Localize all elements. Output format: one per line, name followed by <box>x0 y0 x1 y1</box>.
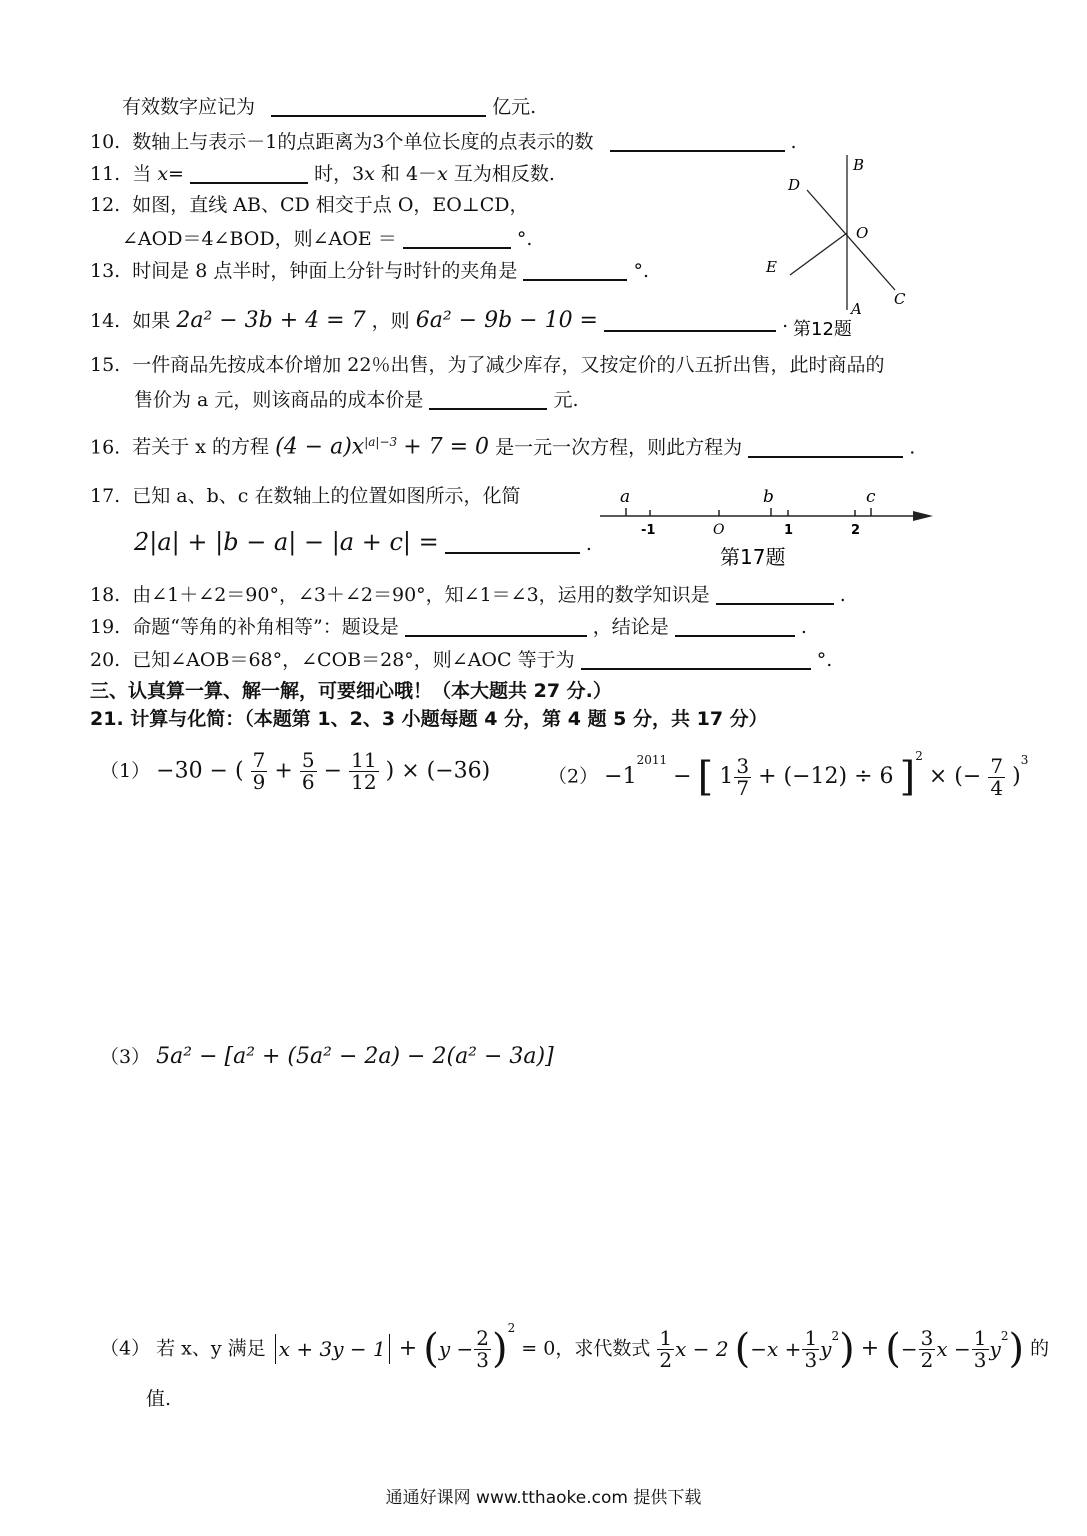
q10-number: 10. <box>90 131 121 153</box>
p4-f4-denominator: 2 <box>920 1347 934 1372</box>
p4-fraction-1 <box>474 1325 491 1372</box>
p1-fraction-1 <box>251 750 268 793</box>
q11-text-d: 和 4－ <box>380 163 438 185</box>
q19-text-a: 命题“等角的补角相等”：题设是 <box>132 616 399 638</box>
p1-expr-a: −30 − ( <box>156 758 244 784</box>
p2-label: （2） <box>548 765 599 788</box>
p4-f2-denominator: 2 <box>659 1347 673 1372</box>
q16-answer-blank[interactable] <box>748 438 903 458</box>
fig12-line-cd <box>807 190 895 290</box>
p1-fraction-3 <box>349 750 378 793</box>
p2-f1-numerator: 3 <box>736 753 750 778</box>
p4-abs-right <box>389 1334 390 1364</box>
q18-end: . <box>839 584 846 606</box>
q13-text: 时间是 8 点半时，钟面上分针与时针的夹角是 <box>132 260 518 282</box>
p2-fraction-1 <box>734 753 751 800</box>
question-17-line1 <box>90 487 520 506</box>
q11-var-x: x <box>364 163 375 185</box>
p2-close-paren: ) <box>1012 764 1021 789</box>
q11-text-f: 互为相反数. <box>453 163 555 185</box>
q14-text-b: ，则 <box>371 310 410 332</box>
p2-right-bracket: ] <box>899 754 916 800</box>
q17-answer-blank[interactable] <box>445 534 580 554</box>
q12-text-2: ∠AOD＝4∠BOD，则∠AOE ＝ <box>122 228 397 250</box>
p2-whole: 1 <box>719 764 734 789</box>
p4-fraction-3 <box>802 1325 819 1372</box>
q10-text: 数轴上与表示－1的点距离为3个单位长度的点表示的数 <box>132 131 594 153</box>
p4-var-y: y <box>820 1337 832 1361</box>
q17-end: . <box>585 533 592 555</box>
problem-4-line2: 值. <box>146 1388 172 1410</box>
p4-expr-k: x − <box>936 1337 971 1361</box>
p1-fraction-2 <box>300 750 317 793</box>
fig12-label-b: B <box>853 156 865 174</box>
p2-fraction-2 <box>988 753 1005 800</box>
question-15-line1 <box>90 356 884 375</box>
fig17-tick-label-2: 2 <box>851 523 861 538</box>
p2-f1-denominator: 7 <box>736 775 750 800</box>
p4-f3-numerator: 1 <box>804 1325 818 1350</box>
p1-expr-b: ) × (−36) <box>385 758 491 784</box>
question-14 <box>90 310 788 332</box>
p4-f3-denominator: 3 <box>804 1347 818 1372</box>
q17-expression: 2|a| + |b − a| − |a + c| = <box>134 528 439 556</box>
p4-f4-numerator: 3 <box>920 1325 934 1350</box>
p1-f2-denominator: 6 <box>301 770 315 794</box>
q11-text-a: 当 <box>132 163 152 185</box>
q16-text-b: 是一元一次方程，则此方程为 <box>495 436 743 459</box>
p4-paren-left-2: ( <box>734 1326 751 1372</box>
q15-number: 15. <box>90 354 121 376</box>
q13-number: 13. <box>90 260 121 282</box>
q14-expression-1: 2a² − 3b + 4 = 7 <box>176 308 366 333</box>
q16-expression-2: + 7 = 0 <box>403 434 490 460</box>
question-20 <box>90 650 832 670</box>
q14-answer-blank[interactable] <box>604 312 776 332</box>
p2-expr-d: + (−12) ÷ 6 <box>758 764 894 789</box>
p1-label: （1） <box>100 760 151 782</box>
fig17-arrow <box>913 511 933 521</box>
p1-f3-numerator: 11 <box>351 748 377 772</box>
p4-neg: − <box>900 1337 918 1361</box>
p4-square-2: 2 <box>831 1329 840 1343</box>
problem-3 <box>100 1046 554 1068</box>
p4-f5-numerator: 1 <box>973 1325 987 1350</box>
fig12-label-c: C <box>894 290 906 308</box>
q12-answer-blank[interactable] <box>403 229 511 249</box>
fig17-label-c: c <box>866 487 876 507</box>
p4-plus: + <box>398 1336 418 1361</box>
q11-answer-blank[interactable] <box>190 164 308 184</box>
q19-text-b: ，结论是 <box>592 616 669 638</box>
p1-plus: + <box>274 758 293 784</box>
q13-degree: °. <box>633 260 650 282</box>
question-13 <box>90 261 649 281</box>
q11-x: x= <box>157 163 184 185</box>
question-19 <box>90 617 807 637</box>
p2-f2-denominator: 4 <box>990 775 1004 800</box>
q13-answer-blank[interactable] <box>523 261 627 281</box>
p1-f3-denominator: 12 <box>351 770 377 794</box>
q16-end: . <box>909 436 916 459</box>
p2-square: 2 <box>915 749 923 763</box>
p4-text-m: 的 <box>1030 1337 1050 1360</box>
p2-left-bracket: [ <box>697 754 714 800</box>
q9-continuation <box>122 97 536 117</box>
q11-var-x2: x <box>437 163 448 185</box>
q16-number: 16. <box>90 436 121 459</box>
p4-fraction-2 <box>657 1325 674 1372</box>
p4-text-a: 若 x、y 满足 <box>156 1337 266 1360</box>
q17-text: 已知 a、b、c 在数轴上的位置如图所示，化简 <box>132 485 521 507</box>
problem-1 <box>100 750 490 793</box>
fig17-label-a: a <box>620 487 631 507</box>
p1-f1-denominator: 9 <box>252 770 266 794</box>
q15-unit: 元. <box>553 389 579 411</box>
p2-f2-numerator: 7 <box>990 753 1004 778</box>
fig12-label-e: E <box>766 258 777 276</box>
q11-number: 11. <box>90 163 121 185</box>
p4-plus-2: + <box>860 1336 880 1361</box>
p2-expr-a: −1 <box>604 764 637 789</box>
question-12-line1 <box>90 196 529 215</box>
question-11 <box>90 164 555 184</box>
q20-text: 已知∠AOB＝68°，∠COB＝28°，则∠AOC 等于为 <box>132 649 575 671</box>
p4-f5-denominator: 3 <box>973 1347 987 1372</box>
fig17-caption: 第17题 <box>720 545 786 569</box>
q20-number: 20. <box>90 649 121 671</box>
figure-17 <box>595 482 940 572</box>
q10-end: . <box>790 131 797 153</box>
problem-2 <box>548 750 1028 799</box>
page-footer: 通通好课网 www.tthaoke.com 提供下载 <box>385 1488 702 1508</box>
p4-f2-numerator: 1 <box>659 1325 673 1350</box>
q17-number: 17. <box>90 485 121 507</box>
q15-text-2: 售价为 a 元，则该商品的成本价是 <box>134 389 424 411</box>
q20-degree: °. <box>816 649 833 671</box>
p3-label: （3） <box>100 1046 151 1068</box>
q14-end: . <box>782 310 789 332</box>
q19-end: . <box>800 616 807 638</box>
q20-answer-blank[interactable] <box>581 650 811 670</box>
p4-fraction-5 <box>972 1325 989 1372</box>
p1-f1-numerator: 7 <box>252 748 266 772</box>
p4-square-3: 2 <box>1000 1329 1009 1343</box>
fig12-label-a: A <box>851 300 862 318</box>
q19-hypothesis-blank[interactable] <box>405 617 587 637</box>
p2-minus: − <box>673 764 692 789</box>
p4-expr-c: y − <box>438 1337 474 1361</box>
fig17-label-b: b <box>763 487 774 507</box>
question-17-line2 <box>134 530 592 554</box>
q12-number: 12. <box>90 194 121 216</box>
p1-f2-numerator: 5 <box>301 748 315 772</box>
p4-f1-denominator: 3 <box>476 1347 489 1372</box>
q16-exponent: |a|−3 <box>364 435 398 449</box>
p2-exponent: 2011 <box>636 753 668 767</box>
fig12-caption: 第12题 <box>793 319 852 340</box>
fig12-label-o: O <box>856 224 869 242</box>
p4-text-d: = 0，求代数式 <box>521 1337 651 1360</box>
section-3-heading: 三、认真算一算、解一解，可要细心哦！（本大题共 27 分.） <box>90 680 612 702</box>
q16-text-a: 若关于 x 的方程 <box>132 436 270 459</box>
p4-square-1: 2 <box>507 1321 516 1335</box>
question-12-line2 <box>122 229 532 249</box>
question-15-line2 <box>134 390 579 410</box>
p4-paren-right-1: ) <box>492 1326 508 1372</box>
question-16 <box>90 436 915 458</box>
p4-expr-g: −x + <box>750 1337 802 1361</box>
p4-var-y2: y <box>989 1337 1001 1361</box>
q18-number: 18. <box>90 584 121 606</box>
p1-minus: − <box>323 758 343 784</box>
p4-paren-right-2: ) <box>839 1326 855 1372</box>
p4-abs-left <box>275 1334 276 1364</box>
q19-conclusion-blank[interactable] <box>675 617 795 637</box>
q19-number: 19. <box>90 616 121 638</box>
fig12-line-eo <box>790 233 847 275</box>
p2-cube: 3 <box>1020 753 1029 767</box>
q15-text-1: 一件商品先按成本价增加 22％出售，为了减少库存，又按定价的八五折出售，此时商品的 <box>132 354 885 376</box>
question-21-heading: 21. 计算与化简：（本题第 1、2、3 小题每题 4 分，第 4 题 5 分，共 17 分） <box>90 708 768 730</box>
fig17-tick-label-0: O <box>713 522 725 538</box>
q9-text: 有效数字应记为 <box>122 96 256 118</box>
p4-paren-left-1: ( <box>423 1326 439 1372</box>
q14-expression-2: 6a² − 9b − 10 = <box>415 308 598 333</box>
p4-paren-right-3: ) <box>1008 1326 1025 1372</box>
fig12-label-d: D <box>788 176 801 194</box>
q9-unit: 亿元. <box>492 96 537 118</box>
q18-text: 由∠1＋∠2＝90°，∠3＋∠2＝90°，知∠1＝∠3，运用的数学知识是 <box>132 584 710 606</box>
fig17-tick-label-neg1: -1 <box>641 523 656 538</box>
p4-f1-numerator: 2 <box>476 1325 489 1350</box>
fig17-tick-label-1: 1 <box>784 523 794 538</box>
p4-abs-expr: x + 3y − 1 <box>278 1337 386 1361</box>
q11-text-b: 时，3 <box>314 163 365 185</box>
q10-answer-blank[interactable] <box>610 132 785 152</box>
p4-label: （4） <box>100 1337 151 1360</box>
q18-answer-blank[interactable] <box>716 585 834 605</box>
q14-number: 14. <box>90 310 121 332</box>
q9-answer-blank[interactable] <box>271 97 486 117</box>
question-10 <box>90 132 797 152</box>
p4-paren-left-3: ( <box>885 1326 901 1372</box>
q12-degree: °. <box>516 228 533 250</box>
p4-expr-e: x − 2 <box>675 1337 729 1361</box>
q12-text-1: 如图，直线 AB、CD 相交于点 O，EO⊥CD， <box>132 194 529 216</box>
q14-text-a: 如果 <box>132 310 171 332</box>
p3-expression: 5a² − [a² + (5a² − 2a) − 2(a² − 3a)] <box>156 1044 554 1069</box>
problem-4 <box>100 1322 1049 1371</box>
q15-answer-blank[interactable] <box>429 390 547 410</box>
p4-fraction-4 <box>919 1325 936 1372</box>
p2-expr-e: × (− <box>928 764 982 789</box>
q16-expression: (4 − a)x <box>275 434 365 460</box>
question-18 <box>90 585 846 605</box>
